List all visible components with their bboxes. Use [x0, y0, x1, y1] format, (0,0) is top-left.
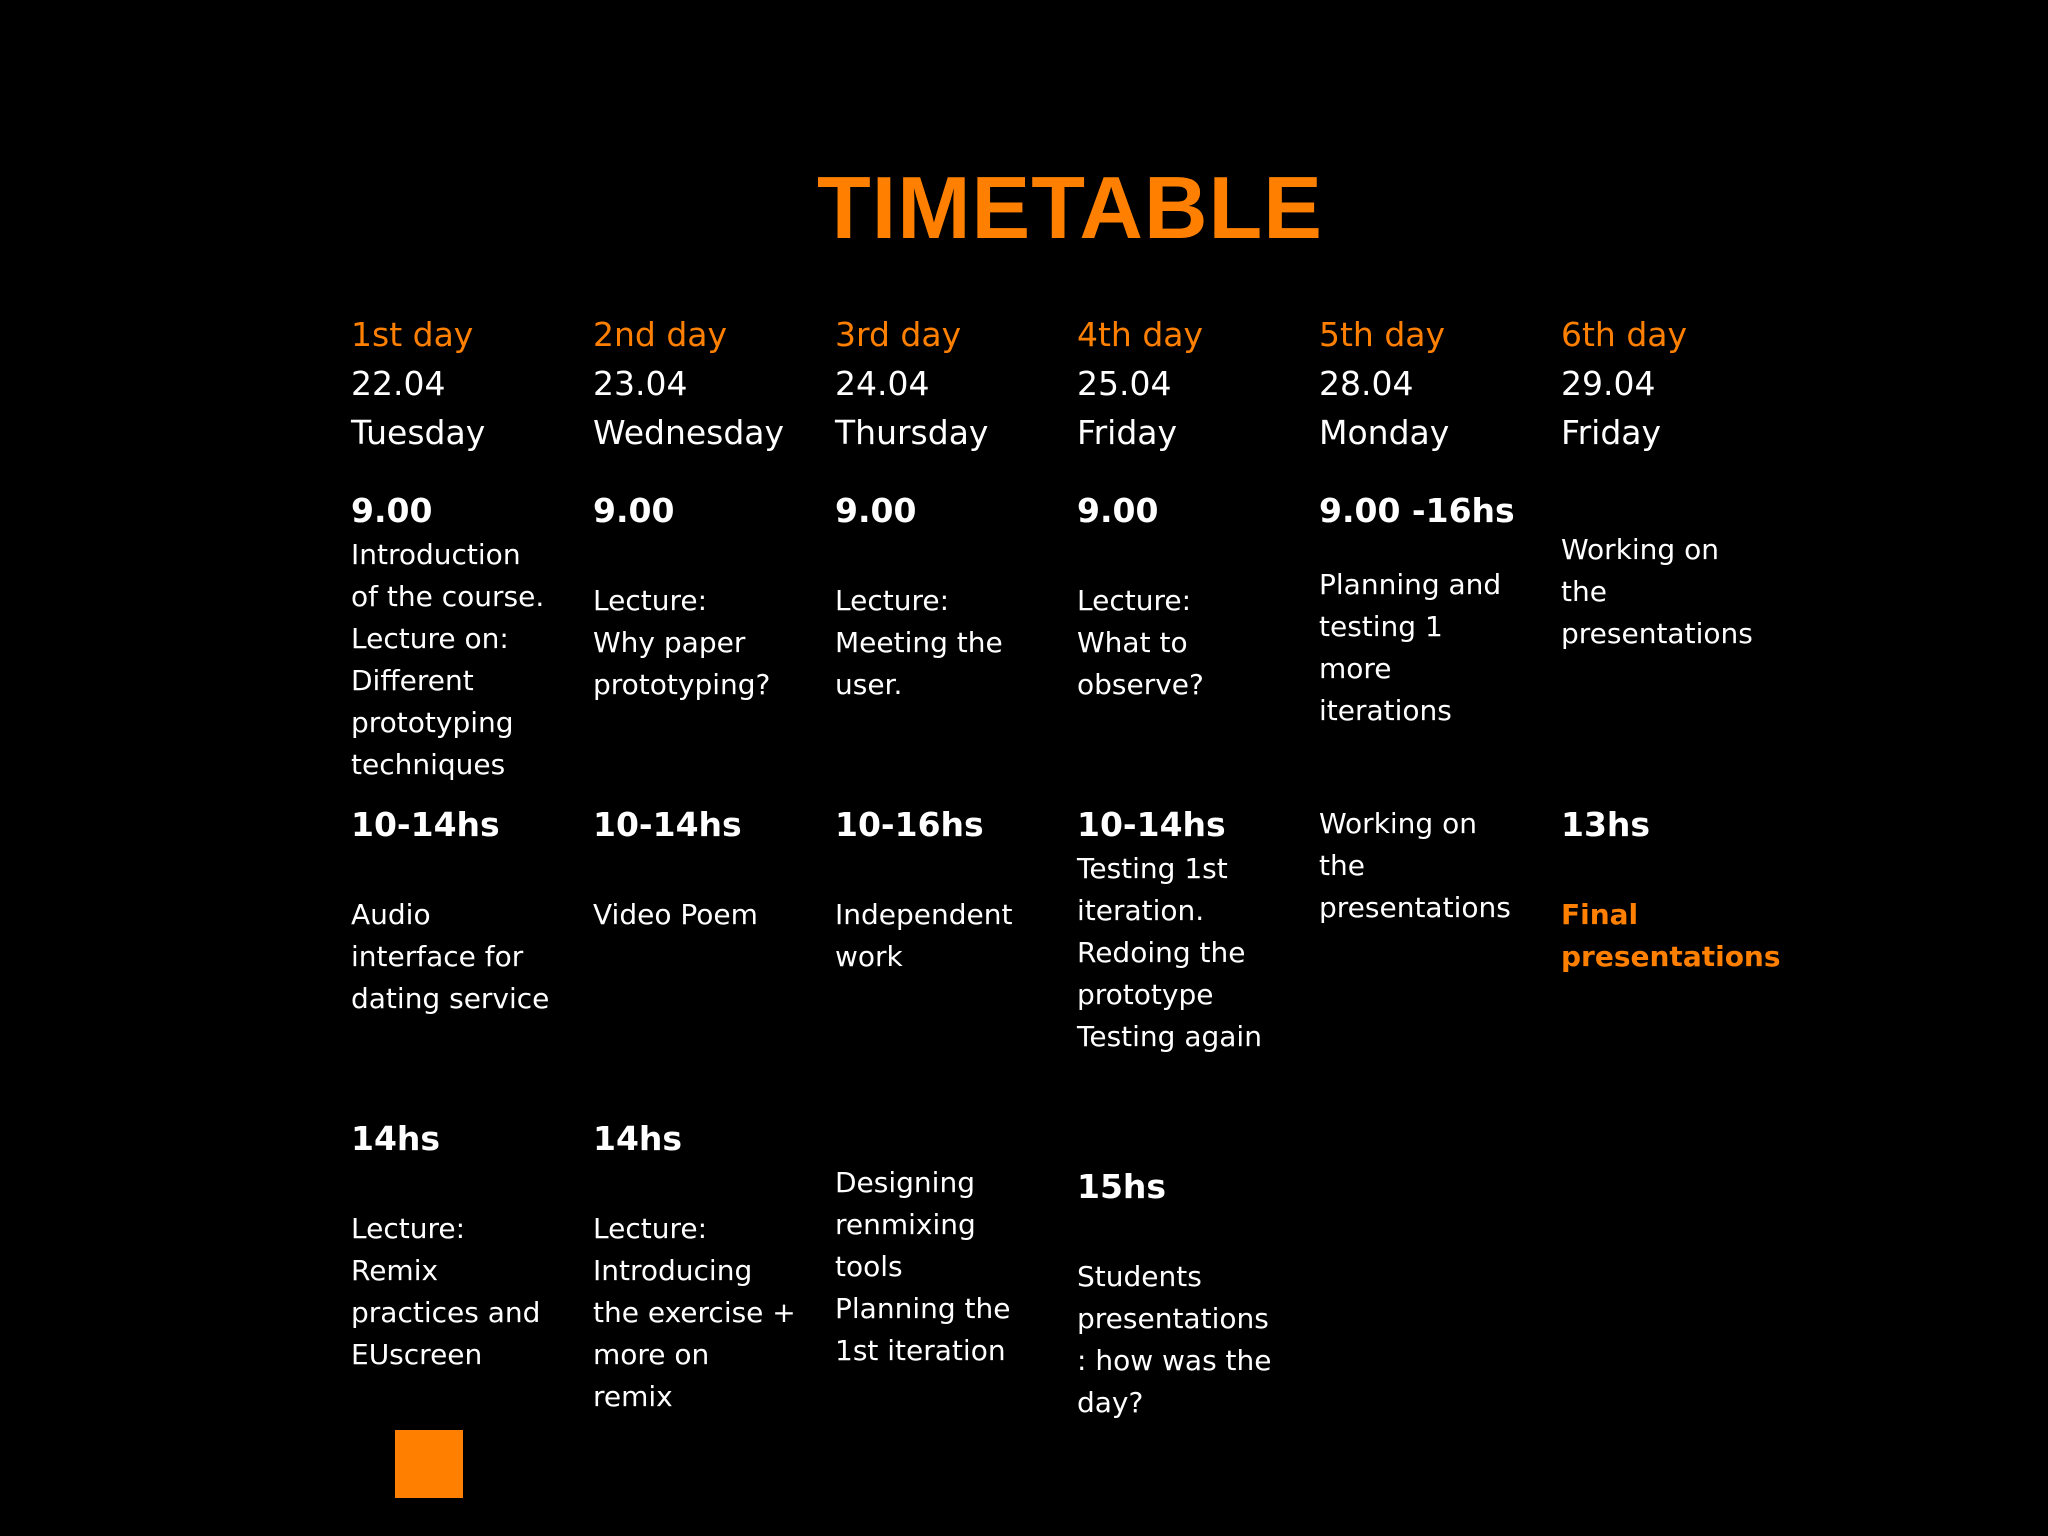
day-date: 23.04 [593, 364, 688, 403]
session-time: 9.00 [835, 491, 917, 530]
day-date: 24.04 [835, 364, 930, 403]
session-3 [593, 1116, 828, 1418]
session-3 [1077, 1164, 1312, 1424]
day-weekday: Thursday [835, 413, 989, 452]
day-date: 28.04 [1319, 364, 1414, 403]
session-description: Planning and testing 1 more iterations [1319, 568, 1502, 727]
session-time: 10-14hs [593, 805, 742, 844]
session-1 [835, 488, 1070, 706]
session-3 [835, 1162, 1070, 1372]
day-column-4 [1077, 310, 1312, 1419]
session-2 [1077, 802, 1312, 1058]
session-time: 14hs [593, 1119, 683, 1158]
day-column-1 [351, 310, 586, 1371]
session-time: 9.00 [351, 491, 433, 530]
session-time: 9.00 [1077, 491, 1159, 530]
session-1 [1561, 529, 1796, 655]
session-description: Working on the presentations [1561, 533, 1753, 650]
day-label: 6th day [1561, 315, 1688, 354]
session-time: 13hs [1561, 805, 1651, 844]
day-label: 3rd day [835, 315, 962, 354]
day-weekday: Wednesday [593, 413, 785, 452]
session-3 [351, 1116, 586, 1376]
day-label: 4th day [1077, 315, 1204, 354]
session-description: Students presentations : how was the day? [1077, 1260, 1272, 1419]
session-description: Lecture: Why paper prototyping? [593, 584, 771, 701]
day-header [1077, 310, 1312, 457]
session-time: 15hs [1077, 1167, 1167, 1206]
day-weekday: Friday [1561, 413, 1662, 452]
day-weekday: Monday [1319, 413, 1450, 452]
orange-square-decoration [395, 1430, 463, 1498]
session-time: 14hs [351, 1119, 441, 1158]
session-2 [1319, 803, 1554, 929]
session-description: Testing 1st iteration. Redoing the prototype Testing again [1077, 852, 1262, 1053]
session-description: Working on the presentations [1319, 807, 1511, 924]
final-presentations-label: Final presentations [1561, 898, 1781, 973]
day-column-6 [1561, 310, 1796, 973]
day-column-3 [835, 310, 1070, 1367]
day-label: 5th day [1319, 315, 1446, 354]
session-1 [1077, 488, 1312, 706]
day-weekday: Friday [1077, 413, 1178, 452]
day-date: 22.04 [351, 364, 446, 403]
session-2 [593, 802, 828, 936]
day-weekday: Tuesday [351, 413, 486, 452]
session-2 [835, 802, 1070, 978]
day-header [1319, 310, 1554, 457]
day-column-5 [1319, 310, 1554, 924]
session-2 [351, 802, 586, 1020]
session-description: Designing renmixing tools Planning the 1st iteration [835, 1166, 1011, 1367]
day-label: 1st day [351, 315, 474, 354]
session-1 [593, 488, 828, 706]
session-time: 10-14hs [351, 805, 500, 844]
session-description: Independent work [835, 898, 1013, 973]
session-description: Introduction of the course. Lecture on: Different prototyping techniques [351, 538, 545, 781]
day-date: 25.04 [1077, 364, 1172, 403]
day-header [835, 310, 1070, 457]
session-time: 9.00 [593, 491, 675, 530]
session-description: Audio interface for dating service [351, 898, 550, 1015]
session-2 [1561, 802, 1796, 978]
day-column-2 [593, 310, 828, 1413]
session-description: Lecture: Meeting the user. [835, 584, 1003, 701]
day-date: 29.04 [1561, 364, 1656, 403]
day-label: 2nd day [593, 315, 728, 354]
session-time: 10-16hs [835, 805, 984, 844]
session-description: Lecture: Introducing the exercise + more on remix [593, 1212, 796, 1413]
page-title: TIMETABLE [817, 158, 1323, 257]
session-description: Lecture: What to observe? [1077, 584, 1204, 701]
day-header [351, 310, 586, 457]
day-header [593, 310, 828, 457]
session-description: Lecture: Remix practices and EUscreen [351, 1212, 541, 1371]
session-description: Video Poem [593, 898, 758, 931]
session-1 [1319, 488, 1554, 732]
day-header [1561, 310, 1796, 457]
session-1 [351, 488, 586, 786]
session-time: 10-14hs [1077, 805, 1226, 844]
session-time: 9.00 -16hs [1319, 491, 1515, 530]
